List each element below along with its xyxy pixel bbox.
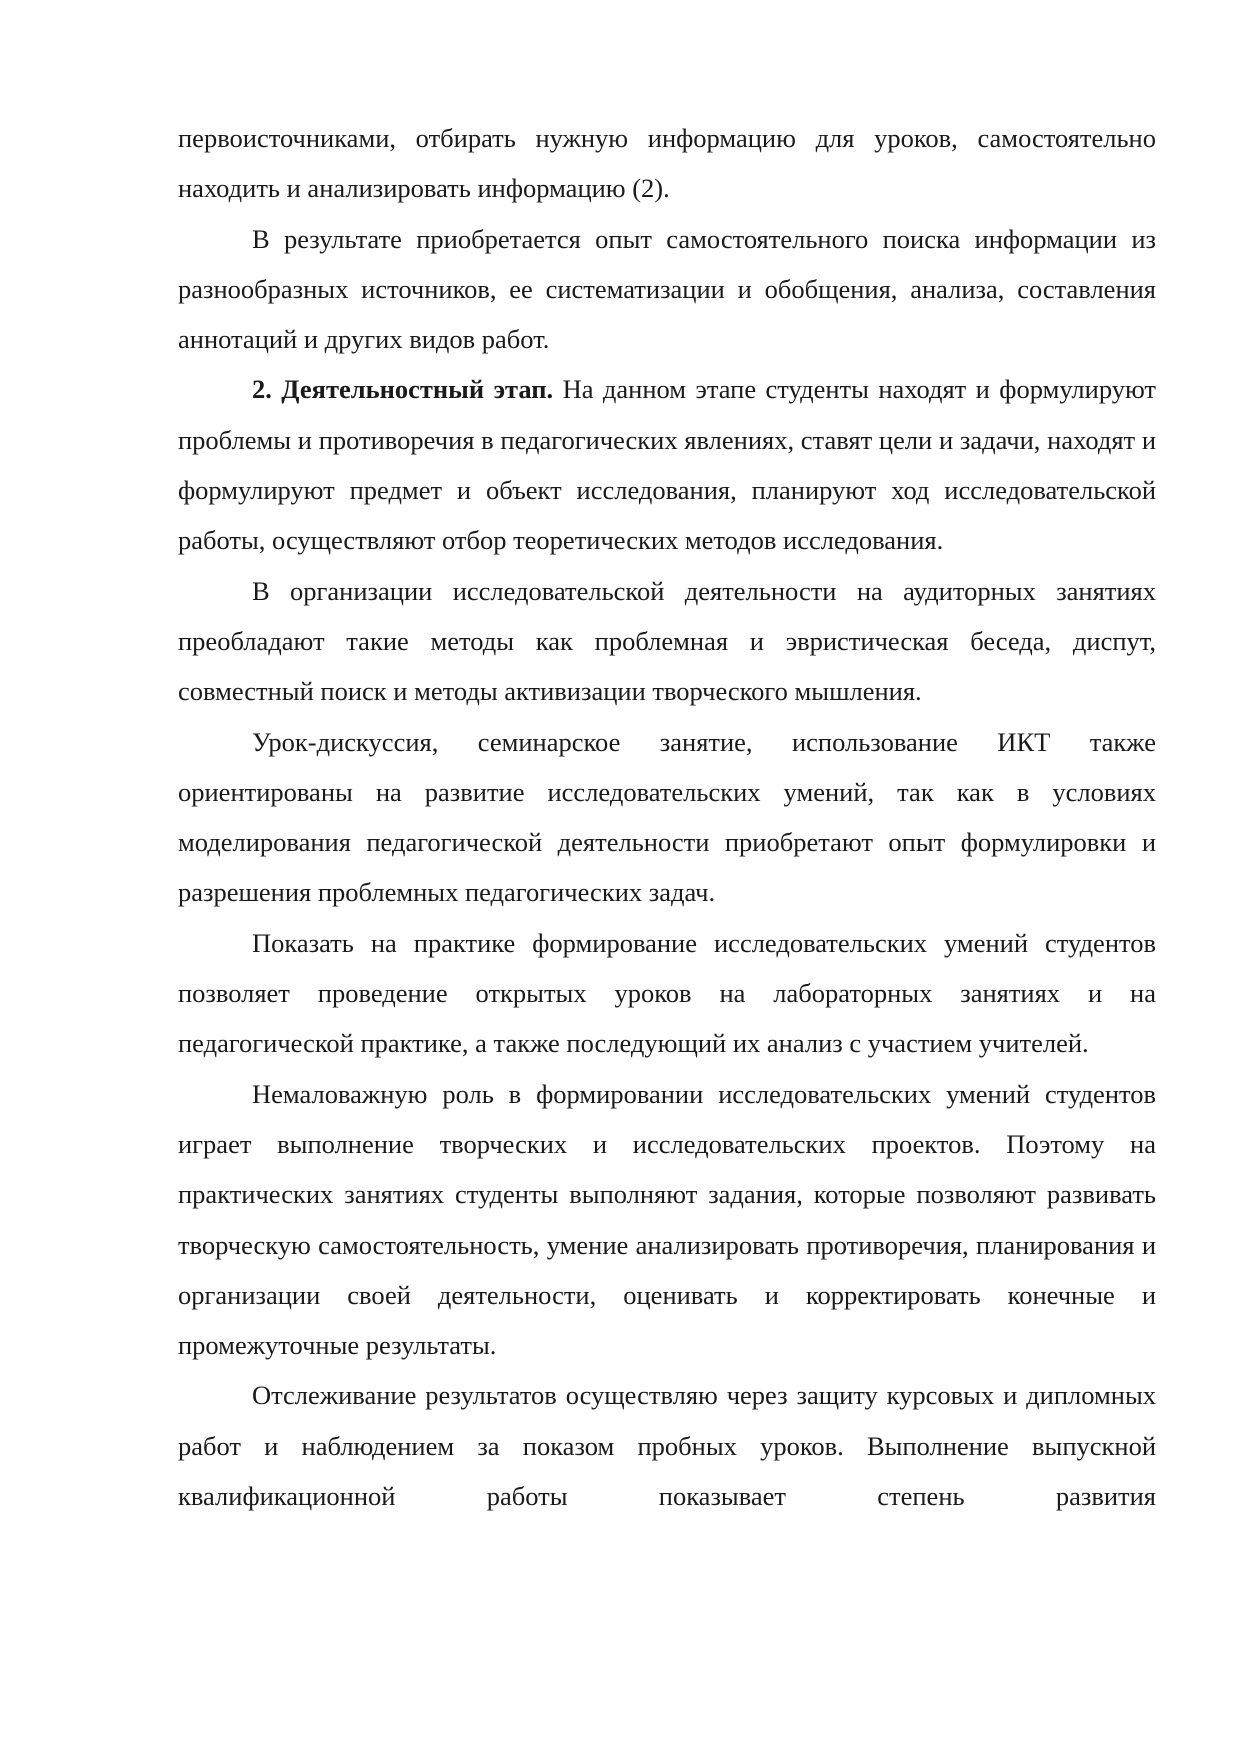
paragraph-classroom-methods: В организации исследовательской деятельности на аудиторных занятиях преобладают такие методы как проблемная и эвристическая беседа, диспут, совместный поиск и методы активизации творческого мышления. bbox=[178, 575, 1156, 707]
paragraph-projects: Немаловажную роль в формировании исследовательских умений студентов играет выполнение творческих и исследовательских проектов. Поэтому на практических занятиях студенты выполняют задания, которые позволяют развивать творческую самостоятельность, умение анализировать противоречия, планирования и организации своей деятельности, оценивать и корректировать конечные и промежуточные результаты. bbox=[178, 1078, 1156, 1361]
paragraph-tracking-results: Отслеживание результатов осуществляю через защиту курсовых и дипломных работ и наблюдением за показом пробных уроков. Выполнение выпускной квалификационной работы показывает степень развития bbox=[178, 1380, 1156, 1512]
paragraph-open-lessons: Показать на практике формирование исследовательских умений студентов позволяет проведение открытых уроков на лабораторных занятиях и на педагогической практике, а также последующий их анализ с участием учителей. bbox=[178, 927, 1156, 1059]
activity-stage-heading: 2. Деятельностный этап. bbox=[252, 374, 554, 405]
document-page bbox=[178, 113, 1156, 1521]
paragraph-discussion-lesson: Урок-дискуссия, семинарское занятие, использование ИКТ также ориентированы на развитие исследовательских умений, так как в условиях моделирования педагогической деятельности приобретают опыт формулировки и разрешения проблемных педагогических задач. bbox=[178, 726, 1156, 908]
paragraph-activity-stage bbox=[178, 364, 1156, 565]
paragraph-continuation: первоисточниками, отбирать нужную информацию для уроков, самостоятельно находить и анализировать информацию (2). bbox=[178, 123, 1156, 204]
paragraph-research-experience: В результате приобретается опыт самостоятельного поиска информации из разнообразных источников, ее систематизации и обобщения, анализа, составления аннотаций и других видов работ. bbox=[178, 223, 1156, 355]
activity-stage-text: На данном этапе студенты находят и формулируют проблемы и противоречия в педагогических явлениях, ставят цели и задачи, находят и формулируют предмет и объект исследования, планируют ход исследовательской работы, осуществляют отбор теоретических методов исследования. bbox=[178, 374, 1157, 556]
